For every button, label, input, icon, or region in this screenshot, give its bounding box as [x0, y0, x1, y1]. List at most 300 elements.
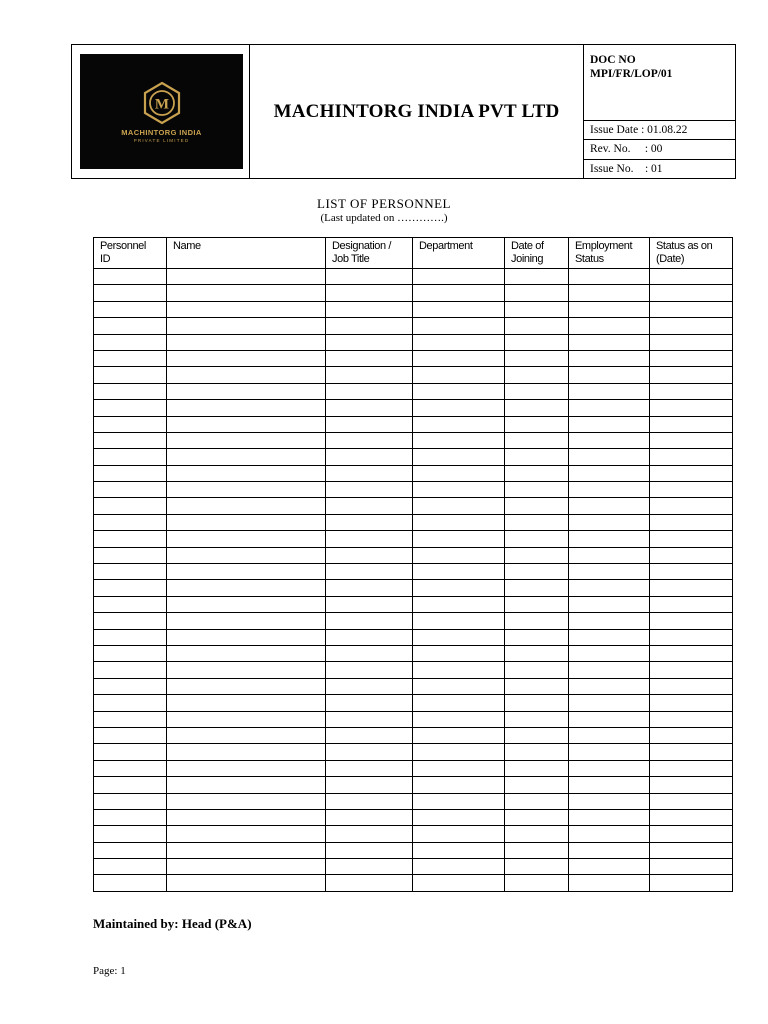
table-cell[interactable]: [167, 695, 326, 711]
table-cell[interactable]: [94, 531, 167, 547]
table-cell[interactable]: [569, 629, 650, 645]
table-cell[interactable]: [650, 875, 733, 891]
table-cell[interactable]: [505, 711, 569, 727]
table-cell[interactable]: [167, 645, 326, 661]
table-cell[interactable]: [413, 334, 505, 350]
table-row: [94, 859, 733, 875]
table-cell[interactable]: [413, 465, 505, 481]
table-cell[interactable]: [505, 334, 569, 350]
table-row: [94, 269, 733, 285]
table-cell[interactable]: [94, 301, 167, 317]
table-row: [94, 678, 733, 694]
table-cell[interactable]: [326, 711, 413, 727]
table-cell[interactable]: [94, 449, 167, 465]
table-row: [94, 580, 733, 596]
issue-no: Issue No. : 01: [584, 159, 736, 178]
table-row: [94, 760, 733, 776]
table-cell[interactable]: [650, 760, 733, 776]
table-cell[interactable]: [326, 564, 413, 580]
table-cell[interactable]: [505, 744, 569, 760]
table-cell[interactable]: [94, 613, 167, 629]
table-cell[interactable]: [94, 350, 167, 366]
table-row: [94, 383, 733, 399]
table-cell[interactable]: [569, 367, 650, 383]
table-cell[interactable]: [326, 760, 413, 776]
table-cell[interactable]: [569, 809, 650, 825]
table-cell[interactable]: [413, 777, 505, 793]
table-cell[interactable]: [94, 596, 167, 612]
table-cell[interactable]: [94, 826, 167, 842]
table-cell[interactable]: [505, 383, 569, 399]
table-cell[interactable]: [650, 301, 733, 317]
table-cell[interactable]: [326, 613, 413, 629]
table-cell[interactable]: [167, 318, 326, 334]
table-cell[interactable]: [94, 678, 167, 694]
table-cell[interactable]: [569, 318, 650, 334]
table-cell[interactable]: [326, 727, 413, 743]
table-cell[interactable]: [413, 564, 505, 580]
table-cell[interactable]: [326, 334, 413, 350]
table-cell[interactable]: [413, 580, 505, 596]
table-row: [94, 596, 733, 612]
table-cell[interactable]: [413, 547, 505, 563]
table-cell[interactable]: [569, 383, 650, 399]
table-cell[interactable]: [569, 465, 650, 481]
table-cell[interactable]: [94, 514, 167, 530]
table-cell[interactable]: [326, 449, 413, 465]
table-cell[interactable]: [650, 711, 733, 727]
table-cell[interactable]: [569, 514, 650, 530]
table-cell[interactable]: [569, 334, 650, 350]
table-cell[interactable]: [505, 859, 569, 875]
table-cell[interactable]: [326, 400, 413, 416]
table-cell[interactable]: [569, 400, 650, 416]
table-cell[interactable]: [413, 842, 505, 858]
table-cell[interactable]: [413, 727, 505, 743]
column-header-designation: Designation / Job Title: [326, 238, 413, 269]
table-row: [94, 465, 733, 481]
table-cell[interactable]: [326, 269, 413, 285]
table-cell[interactable]: [326, 596, 413, 612]
table-cell[interactable]: [326, 531, 413, 547]
table-cell[interactable]: [94, 367, 167, 383]
table-cell[interactable]: [94, 744, 167, 760]
table-cell[interactable]: [569, 695, 650, 711]
table-cell[interactable]: [505, 596, 569, 612]
table-cell[interactable]: [413, 383, 505, 399]
table-cell[interactable]: [650, 678, 733, 694]
table-cell[interactable]: [650, 334, 733, 350]
table-cell[interactable]: [413, 875, 505, 891]
table-cell[interactable]: [650, 596, 733, 612]
table-row: [94, 826, 733, 842]
table-cell[interactable]: [650, 465, 733, 481]
table-cell[interactable]: [413, 645, 505, 661]
table-cell[interactable]: [167, 367, 326, 383]
table-row: [94, 613, 733, 629]
table-cell[interactable]: [413, 859, 505, 875]
table-cell[interactable]: [505, 777, 569, 793]
table-cell[interactable]: [167, 482, 326, 498]
table-cell[interactable]: [505, 301, 569, 317]
table-cell[interactable]: [326, 695, 413, 711]
table-cell[interactable]: [650, 744, 733, 760]
table-header-row: [94, 238, 733, 269]
table-cell[interactable]: [569, 482, 650, 498]
table-cell[interactable]: [569, 580, 650, 596]
table-cell[interactable]: [505, 432, 569, 448]
table-cell[interactable]: [94, 334, 167, 350]
table-cell[interactable]: [167, 596, 326, 612]
table-cell[interactable]: [569, 711, 650, 727]
table-cell[interactable]: [505, 793, 569, 809]
table-cell[interactable]: [650, 613, 733, 629]
table-cell[interactable]: [413, 760, 505, 776]
table-cell[interactable]: [569, 350, 650, 366]
table-cell[interactable]: [326, 482, 413, 498]
column-header-employment-status: Employment Status: [569, 238, 650, 269]
table-cell[interactable]: [413, 318, 505, 334]
table-cell[interactable]: [167, 744, 326, 760]
table-cell[interactable]: [167, 400, 326, 416]
table-cell[interactable]: [650, 449, 733, 465]
table-cell[interactable]: [569, 875, 650, 891]
table-cell[interactable]: [167, 498, 326, 514]
logo-cell: [72, 45, 250, 179]
table-cell[interactable]: [167, 760, 326, 776]
table-cell[interactable]: [505, 514, 569, 530]
table-cell[interactable]: [413, 432, 505, 448]
table-cell[interactable]: [650, 531, 733, 547]
table-cell[interactable]: [650, 318, 733, 334]
table-cell[interactable]: [326, 645, 413, 661]
table-cell[interactable]: [413, 301, 505, 317]
hexagon-m-icon: [140, 81, 184, 125]
table-cell[interactable]: [505, 695, 569, 711]
table-cell[interactable]: [167, 350, 326, 366]
table-cell[interactable]: [505, 875, 569, 891]
table-cell[interactable]: [326, 744, 413, 760]
table-cell[interactable]: [167, 727, 326, 743]
table-cell[interactable]: [167, 531, 326, 547]
table-cell[interactable]: [326, 416, 413, 432]
table-cell[interactable]: [326, 793, 413, 809]
table-cell[interactable]: [505, 809, 569, 825]
table-cell[interactable]: [569, 662, 650, 678]
table-cell[interactable]: [569, 645, 650, 661]
table-cell[interactable]: [650, 416, 733, 432]
table-row: [94, 334, 733, 350]
table-cell[interactable]: [326, 514, 413, 530]
table-cell[interactable]: [167, 547, 326, 563]
table-cell[interactable]: [167, 842, 326, 858]
table-cell[interactable]: [413, 350, 505, 366]
table-cell[interactable]: [569, 449, 650, 465]
table-cell[interactable]: [167, 629, 326, 645]
table-cell[interactable]: [326, 875, 413, 891]
table-cell[interactable]: [94, 777, 167, 793]
table-cell[interactable]: [505, 269, 569, 285]
table-cell[interactable]: [167, 793, 326, 809]
table-cell[interactable]: [650, 350, 733, 366]
table-cell[interactable]: [326, 859, 413, 875]
table-cell[interactable]: [650, 564, 733, 580]
table-cell[interactable]: [650, 793, 733, 809]
table-cell[interactable]: [326, 629, 413, 645]
table-cell[interactable]: [569, 531, 650, 547]
table-cell[interactable]: [413, 285, 505, 301]
table-cell[interactable]: [326, 842, 413, 858]
table-cell[interactable]: [413, 367, 505, 383]
table-cell[interactable]: [505, 564, 569, 580]
table-cell[interactable]: [413, 695, 505, 711]
table-cell[interactable]: [569, 727, 650, 743]
table-cell[interactable]: [94, 859, 167, 875]
table-cell[interactable]: [167, 449, 326, 465]
table-cell[interactable]: [505, 629, 569, 645]
table-cell[interactable]: [413, 809, 505, 825]
table-cell[interactable]: [413, 482, 505, 498]
table-cell[interactable]: [650, 826, 733, 842]
table-cell[interactable]: [650, 629, 733, 645]
table-cell[interactable]: [167, 711, 326, 727]
table-cell[interactable]: [650, 695, 733, 711]
table-cell[interactable]: [94, 383, 167, 399]
table-cell[interactable]: [413, 416, 505, 432]
table-cell[interactable]: [505, 826, 569, 842]
table-cell[interactable]: [94, 727, 167, 743]
table-cell[interactable]: [569, 678, 650, 694]
table-cell[interactable]: [569, 777, 650, 793]
table-cell[interactable]: [413, 629, 505, 645]
table-cell[interactable]: [167, 777, 326, 793]
table-cell[interactable]: [94, 465, 167, 481]
table-cell[interactable]: [413, 826, 505, 842]
table-cell[interactable]: [167, 285, 326, 301]
table-cell[interactable]: [505, 547, 569, 563]
table-cell[interactable]: [650, 809, 733, 825]
column-header-name: Name: [167, 238, 326, 269]
table-cell[interactable]: [94, 809, 167, 825]
table-cell[interactable]: [167, 432, 326, 448]
table-cell[interactable]: [650, 269, 733, 285]
table-cell[interactable]: [94, 629, 167, 645]
table-cell[interactable]: [326, 809, 413, 825]
table-cell[interactable]: [413, 596, 505, 612]
table-cell[interactable]: [413, 678, 505, 694]
table-cell[interactable]: [326, 826, 413, 842]
table-cell[interactable]: [569, 613, 650, 629]
table-cell[interactable]: [94, 875, 167, 891]
table-cell[interactable]: [505, 760, 569, 776]
document-header: [71, 44, 736, 179]
table-cell[interactable]: [167, 301, 326, 317]
table-cell[interactable]: [167, 613, 326, 629]
table-cell[interactable]: [505, 350, 569, 366]
table-cell[interactable]: [326, 350, 413, 366]
table-row: [94, 350, 733, 366]
table-cell[interactable]: [94, 695, 167, 711]
table-cell[interactable]: [94, 498, 167, 514]
table-cell[interactable]: [569, 498, 650, 514]
table-cell[interactable]: [167, 859, 326, 875]
table-cell[interactable]: [326, 432, 413, 448]
table-cell[interactable]: [167, 826, 326, 842]
table-cell[interactable]: [94, 416, 167, 432]
table-cell[interactable]: [569, 596, 650, 612]
table-cell[interactable]: [413, 269, 505, 285]
table-cell[interactable]: [569, 744, 650, 760]
table-cell[interactable]: [94, 547, 167, 563]
table-cell[interactable]: [326, 580, 413, 596]
table-cell[interactable]: [94, 645, 167, 661]
company-name: MACHINTORG INDIA PVT LTD: [273, 100, 560, 122]
table-cell[interactable]: [167, 416, 326, 432]
table-cell[interactable]: [167, 514, 326, 530]
table-cell[interactable]: [650, 367, 733, 383]
table-cell[interactable]: [413, 514, 505, 530]
table-cell[interactable]: [94, 580, 167, 596]
table-cell[interactable]: [505, 531, 569, 547]
table-row: [94, 531, 733, 547]
personnel-table: [93, 237, 733, 892]
table-cell[interactable]: [569, 760, 650, 776]
table-cell[interactable]: [650, 547, 733, 563]
table-cell[interactable]: [413, 662, 505, 678]
table-cell[interactable]: [569, 416, 650, 432]
table-cell[interactable]: [569, 564, 650, 580]
doc-no-label: DOC NO: [590, 54, 636, 66]
table-cell[interactable]: [569, 826, 650, 842]
table-cell[interactable]: [650, 662, 733, 678]
table-cell[interactable]: [650, 432, 733, 448]
table-cell[interactable]: [94, 285, 167, 301]
table-cell[interactable]: [94, 842, 167, 858]
table-cell[interactable]: [167, 875, 326, 891]
table-row: [94, 711, 733, 727]
table-cell[interactable]: [650, 859, 733, 875]
table-cell[interactable]: [94, 269, 167, 285]
table-cell[interactable]: [94, 662, 167, 678]
table-cell[interactable]: [505, 662, 569, 678]
table-cell[interactable]: [413, 400, 505, 416]
table-cell[interactable]: [167, 269, 326, 285]
table-cell[interactable]: [94, 793, 167, 809]
table-cell[interactable]: [413, 613, 505, 629]
table-cell[interactable]: [505, 727, 569, 743]
table-cell[interactable]: [167, 465, 326, 481]
column-header-date-of-joining: Date of Joining: [505, 238, 569, 269]
table-cell[interactable]: [650, 482, 733, 498]
table-cell[interactable]: [326, 678, 413, 694]
table-cell[interactable]: [326, 367, 413, 383]
table-cell[interactable]: [569, 269, 650, 285]
table-cell[interactable]: [167, 580, 326, 596]
table-cell[interactable]: [505, 449, 569, 465]
table-cell[interactable]: [650, 727, 733, 743]
table-cell[interactable]: [650, 383, 733, 399]
table-cell[interactable]: [650, 514, 733, 530]
table-cell[interactable]: [167, 383, 326, 399]
table-cell[interactable]: [413, 744, 505, 760]
table-cell[interactable]: [326, 498, 413, 514]
table-row: [94, 498, 733, 514]
table-cell[interactable]: [94, 711, 167, 727]
table-cell[interactable]: [413, 531, 505, 547]
table-cell[interactable]: [167, 809, 326, 825]
table-cell[interactable]: [167, 662, 326, 678]
table-cell[interactable]: [650, 645, 733, 661]
table-cell[interactable]: [569, 285, 650, 301]
table-cell[interactable]: [326, 777, 413, 793]
table-cell[interactable]: [650, 842, 733, 858]
table-cell[interactable]: [94, 432, 167, 448]
table-cell[interactable]: [94, 564, 167, 580]
table-cell[interactable]: [326, 318, 413, 334]
table-cell[interactable]: [650, 498, 733, 514]
table-cell[interactable]: [505, 580, 569, 596]
table-cell[interactable]: [505, 613, 569, 629]
table-cell[interactable]: [505, 678, 569, 694]
table-cell[interactable]: [650, 580, 733, 596]
column-header-status-as-on: Status as on (Date): [650, 238, 733, 269]
table-cell[interactable]: [650, 400, 733, 416]
table-cell[interactable]: [505, 465, 569, 481]
table-cell[interactable]: [569, 859, 650, 875]
table-cell[interactable]: [505, 416, 569, 432]
column-header-personnel-id: Personnel ID: [94, 238, 167, 269]
logo-subtitle: PRIVATE LIMITED: [133, 137, 190, 143]
table-cell[interactable]: [505, 367, 569, 383]
maintained-by: Maintained by: Head (P&A): [93, 916, 252, 931]
table-cell[interactable]: [505, 842, 569, 858]
form-subtitle: (Last updated on ………….): [320, 212, 448, 224]
table-cell[interactable]: [326, 662, 413, 678]
table-cell[interactable]: [326, 301, 413, 317]
table-cell[interactable]: [413, 449, 505, 465]
table-cell[interactable]: [505, 645, 569, 661]
table-cell[interactable]: [94, 318, 167, 334]
table-cell[interactable]: [94, 760, 167, 776]
table-cell[interactable]: [650, 285, 733, 301]
table-cell[interactable]: [413, 711, 505, 727]
table-row: [94, 662, 733, 678]
table-cell[interactable]: [505, 285, 569, 301]
table-cell[interactable]: [569, 793, 650, 809]
table-cell[interactable]: [326, 547, 413, 563]
table-cell[interactable]: [413, 793, 505, 809]
table-cell[interactable]: [326, 465, 413, 481]
table-cell[interactable]: [505, 400, 569, 416]
table-cell[interactable]: [326, 285, 413, 301]
table-cell[interactable]: [413, 498, 505, 514]
table-row: [94, 416, 733, 432]
table-cell[interactable]: [167, 678, 326, 694]
table-cell[interactable]: [650, 777, 733, 793]
table-cell[interactable]: [569, 301, 650, 317]
table-cell[interactable]: [167, 334, 326, 350]
table-cell[interactable]: [505, 318, 569, 334]
table-cell[interactable]: [167, 564, 326, 580]
table-cell[interactable]: [569, 432, 650, 448]
table-cell[interactable]: [569, 842, 650, 858]
table-cell[interactable]: [505, 482, 569, 498]
table-cell[interactable]: [94, 482, 167, 498]
table-cell[interactable]: [569, 547, 650, 563]
table-cell[interactable]: [505, 498, 569, 514]
table-cell[interactable]: [326, 383, 413, 399]
table-cell[interactable]: [94, 400, 167, 416]
